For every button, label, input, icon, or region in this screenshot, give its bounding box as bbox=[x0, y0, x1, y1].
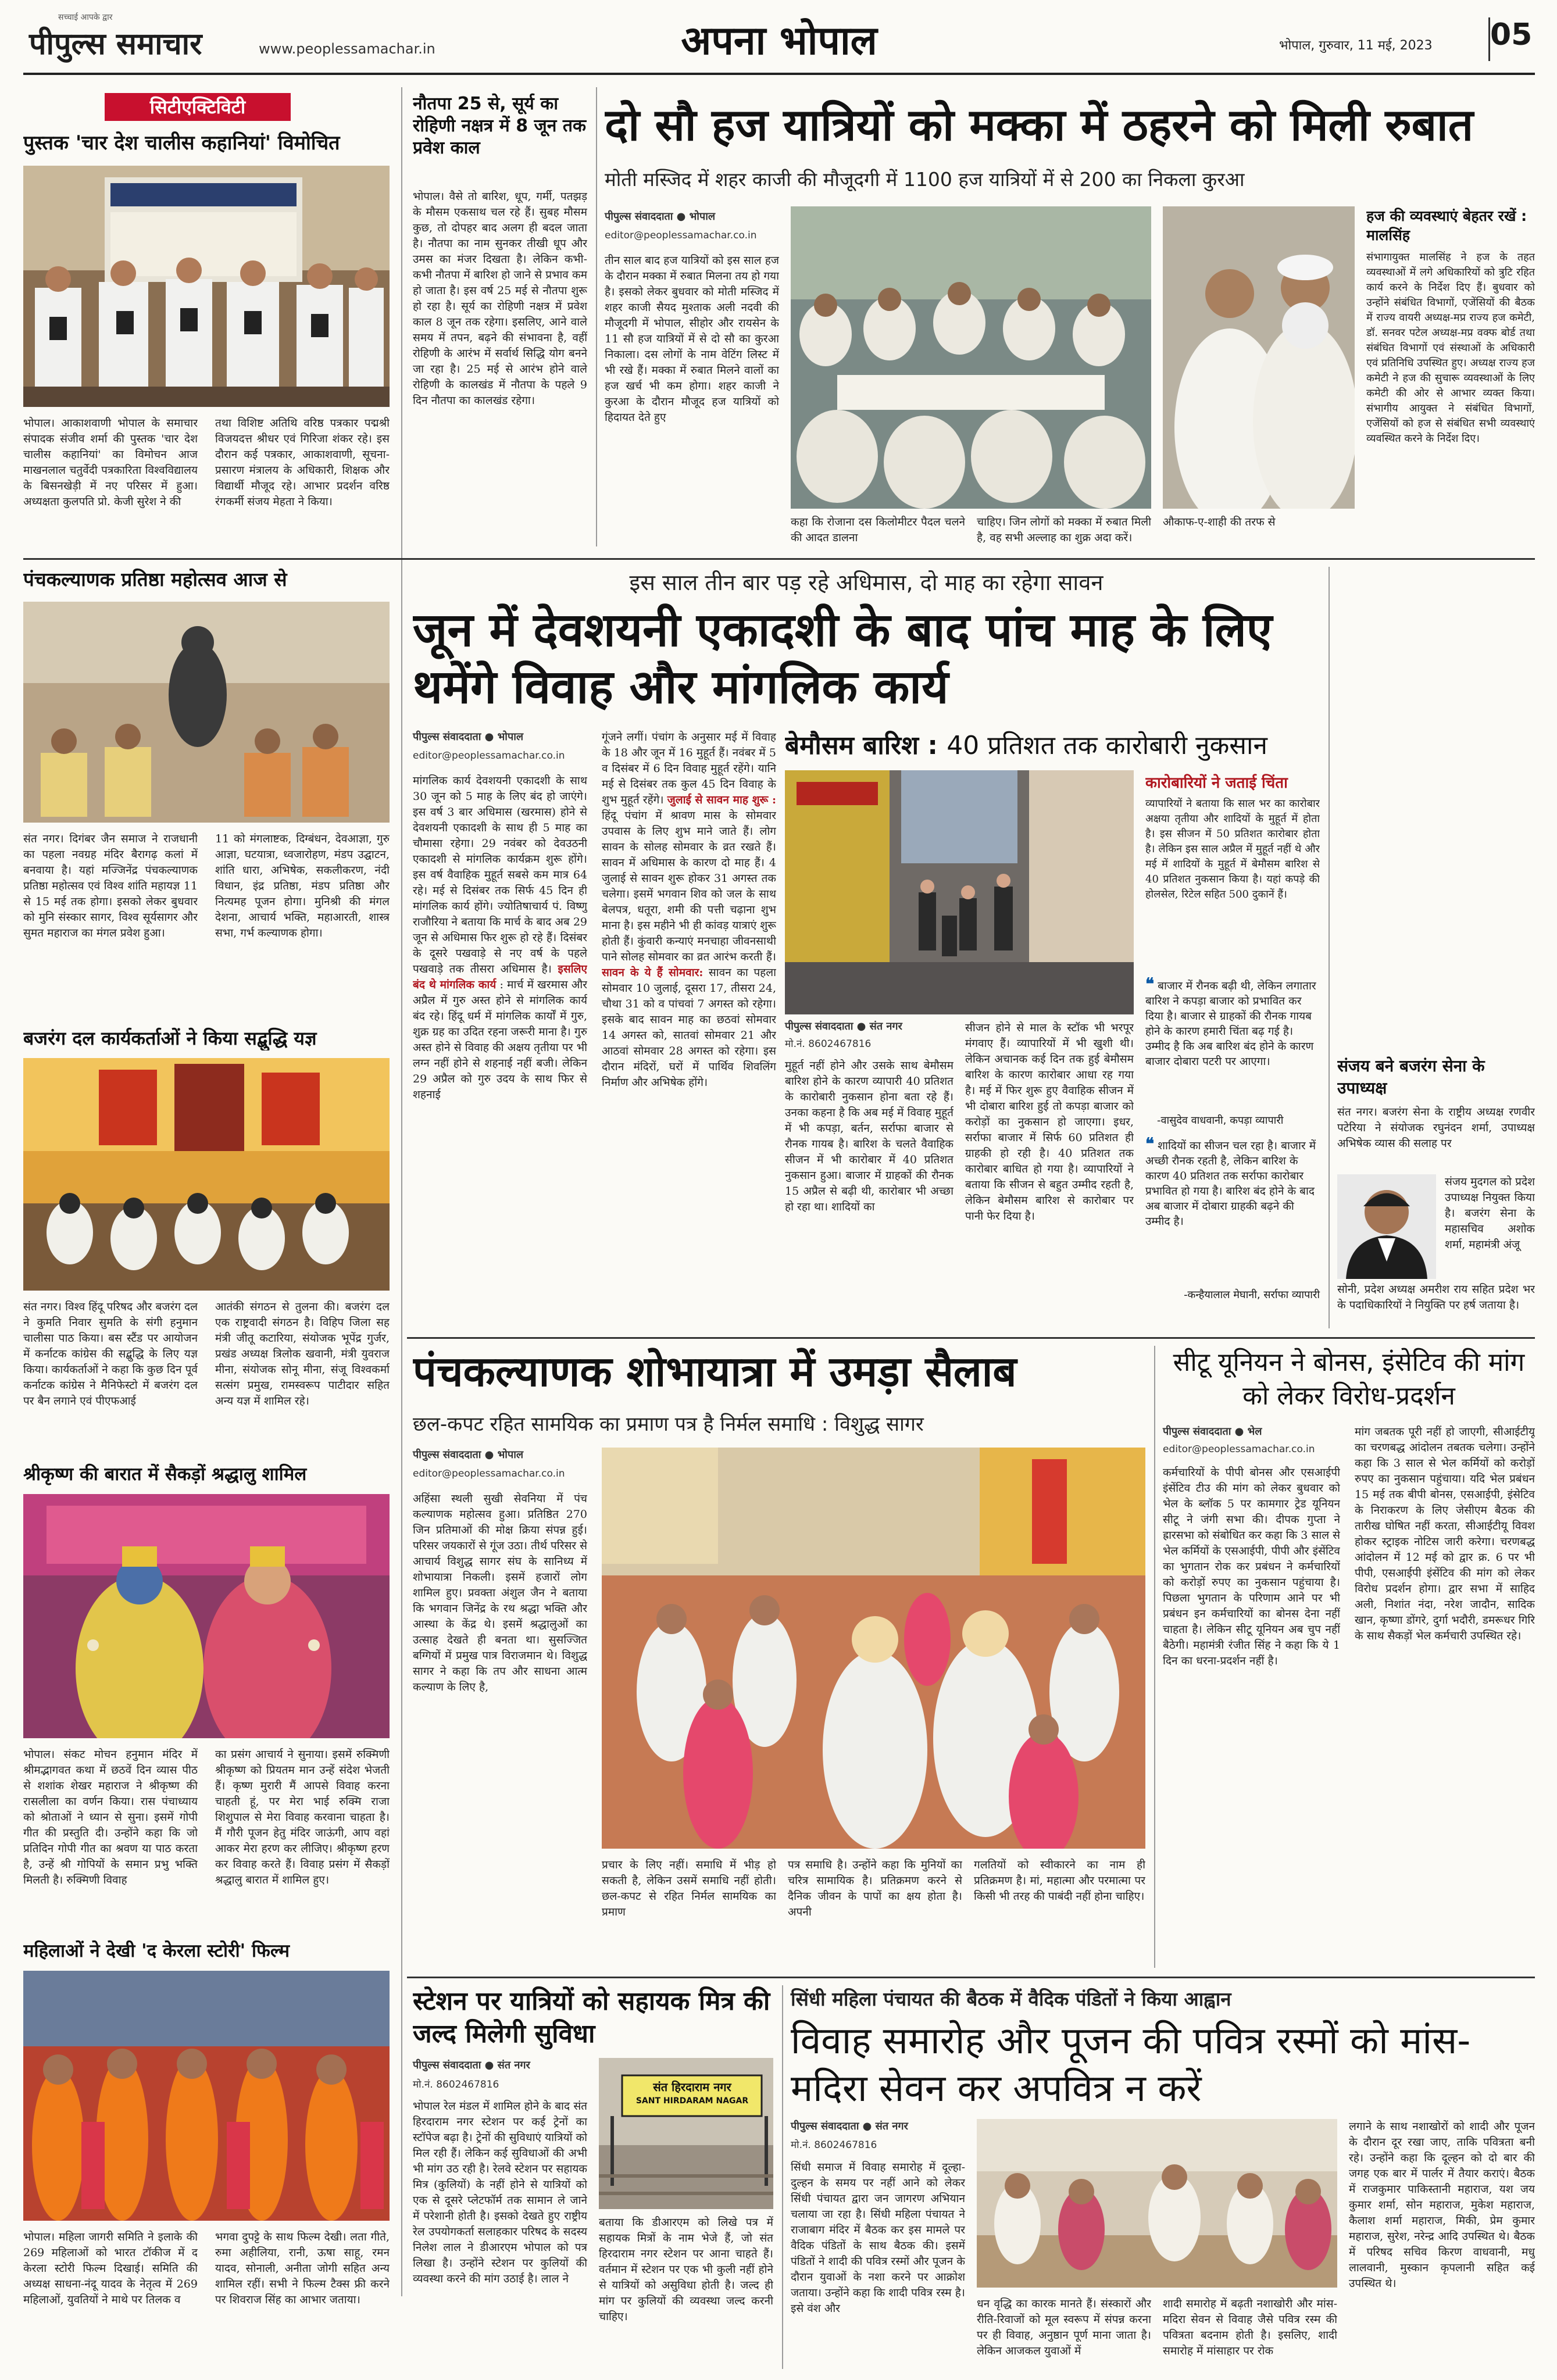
shobhayatra-col4: गलतियों को स्वीकारने का नाम ही प्रतिक्रमण है। मां, महात्मा और परमात्मा पर किसी भी तरह की पाबंदी नहीं होना चाहिए। bbox=[974, 1859, 1145, 1903]
station-headline: स्टेशन पर यात्रियों को सहायक मित्र की जल्द मिलेगी सुविधा bbox=[413, 1986, 770, 2049]
column-rule bbox=[1329, 567, 1330, 1328]
logo-text: पीपुल्स समाचार bbox=[29, 27, 202, 62]
shobhayatra-story bbox=[413, 1346, 1145, 1974]
haj-side-body: संभागायुक्त मालसिंह ने हज के तहत व्यवस्थाओं में लगे अधिकारियों को त्रुटि रहित कार्य करने के निर्देश दिए हैं। बुधवार को उन्होंने संबंधित विभागों, एजेंसियों की बैठक में राज्य वायरी अध्यक्ष-मप्र राज्य हज कमेटी, डॉ. सनवर पटेल अध्यक्ष-मप्र वक्फ बोर्ड तथा संबंधित विभागों एवं संस्थाओं के अधिकारी एवं प्रतिनिधि उपस्थित हुए। अध्यक्ष राज्य हज कमेटी ने हज की सुचारू व्यवस्थाओं के लिए कमेटी की ओर से आभार व्यक्त किया। संभागीय आयुक्त ने संबंधित विभागों, एजेंसियों को हज से संबंधित सभी व्यवस्थाएं व्यवस्थित करने के निर्देश दिए। bbox=[1366, 251, 1535, 445]
panchkalyanak-today-story bbox=[23, 567, 390, 1020]
adhimas-col1 bbox=[413, 773, 587, 1328]
quote-mark-icon: ❝ bbox=[1145, 1137, 1155, 1153]
station-photo bbox=[599, 2058, 773, 2209]
sindhi-kicker: सिंधी महिला पंचायत की बैठक में वैदिक पंडितों ने किया आह्वान bbox=[791, 1988, 1231, 2010]
sindhi-col1: सिंधी समाज में विवाह समारोह में दूल्हा-दुल्हन के समय पर नहीं आने को लेकर सिंधी पंचायत द्वारा जन जागरण अभियान चलाया जा रहा है। सिंधी महिला पंचायत ने राजाबाग मंदिर में बैठक कर इस मामले पर वैदिक पंडितों के साथ बैठक की। इसमें पंडितों ने शादी की पवित्र रस्मों और पूजन के दौरान युवाओं के नशा करने पर आक्रोश जताया। उन्होंने कहा कि शादी पवित्र रस्म है। इसे वंश और bbox=[791, 2161, 965, 2315]
bajrang-sena-story bbox=[1337, 1055, 1535, 1328]
logo-tagline: सच्चाई आपके द्वार bbox=[58, 13, 113, 22]
sanjay-portrait bbox=[1337, 1174, 1436, 1279]
panchkalyanak-today-headline: पंचकल्याणक प्रतिष्ठा महोत्सव आज से bbox=[23, 568, 287, 591]
haj-email[interactable]: editor@peoplessamachar.co.in bbox=[605, 230, 757, 241]
kerala-headline: महिलाओं ने देखी 'द केरला स्टोरी' फिल्म bbox=[23, 1941, 290, 1961]
kerala-story bbox=[23, 1939, 390, 2369]
shobhayatra-byline: पीपुल्स संवाददाता ● भोपाल bbox=[413, 1449, 524, 1461]
bajrang-sena-body-2: संजय मुदगल को प्रदेश उपाध्यक्ष नियुक्त किया है। बजरंग सेना के महासचिव अशोक शर्मा, महामंत्री अंजू bbox=[1445, 1175, 1535, 1251]
adhimas-col1-text: मांगलिक कार्य देवशयनी एकादशी के साथ 30 जून को 5 माह के लिए बंद हो जाएंगे। इस वर्ष 3 बार अधिमास (खरमास) होने से देवशयनी एकादशी के साथ ही 5 माह का चौमासा रहेगा। 29 नवंबर को देवउठनी एकादशी से मांगलिक कार्यक्रम शुरू होंगे। इस वर्ष वैवाहिक मुहूर्त सबसे कम मात्र 64 रहे। मई से दिसंबर तक सिर्फ 45 दिन ही मांगलिक कार्य होंगे। ज्योतिषाचार्य पं. विष्णु राजौरिया ने बताया कि मार्च के बाद अब 29 जून से अधिमास फिर शुरू हो रहे हैं। दिसंबर के दूसरे पखवाड़े से नए वर्ष के पहले पखवाड़े तक तीसरा अधिमास है। bbox=[413, 774, 587, 975]
column-rule bbox=[596, 87, 597, 546]
adhimas-byline: पीपुल्स संवाददाता ● भोपाल bbox=[413, 731, 524, 743]
citu-story bbox=[1163, 1346, 1535, 1968]
city-activity-body-left: भोपाल। आकाशवाणी भोपाल के समाचार संपादक संजीव शर्मा की पुस्तक 'चार देश चालीस कहानियां' का विमोचन आज माखनलाल चतुर्वेदी पत्रकारिता विश्वविद्यालय के बिसनखेड़ी में नए परिसर में हुआ। अध्यक्षता कुलपति प्रो. केजी सुरेश ने की bbox=[23, 417, 198, 508]
haj-story bbox=[605, 87, 1535, 552]
rain-business-quote-1-text: बाजार में रौनक बढ़ी थी, लेकिन लगातार बारिश ने कपड़ा बाजार को प्रभावित कर दिया है। बाजार से ग्राहकों की रौनक गायब होने के कारण हमारी चिंता बढ़ गई है। उम्मीद है कि अब बारिश बंद होने के कारण बाजार दोबारा पटरी पर आएगा। bbox=[1145, 980, 1316, 1068]
bajrang-sena-body-1: संत नगर। बजरंग सेना के राष्ट्रीय अध्यक्ष रणवीर पटेरिया ने संयोजक रघुनंदन शर्मा, उपाध्यक्ष अभिषेक व्यास की सलाह पर bbox=[1337, 1106, 1535, 1150]
sindhi-headline: विवाह समारोह और पूजन की पवित्र रस्मों को मांस-मदिरा सेवन कर अपवित्र न करें bbox=[791, 2020, 1471, 2110]
haj-side-headline: हज की व्यवस्थाएं बेहतर रखें : मालसिंह bbox=[1366, 208, 1527, 244]
adhimas-col2c-text: सावन का पहला सोमवार 10 जुलाई, दूसरा 17, तीसरा 24, चौथा 31 को व पांचवां 7 अगस्त को रहेगा। इसके बाद सावन माह का छठवां सोमवार 14 अगस्त को, सातवां सोमवार 21 और आठवां सोमवार 28 अगस्त को रहेगा। इस दौरान मंदिरों, घरों में पार्थिव शिवलिंग निर्माण और अभिषेक होंगे। bbox=[602, 966, 776, 1089]
section-title: अपना भोपाल bbox=[681, 18, 877, 64]
rain-business-quote-1 bbox=[1145, 977, 1320, 1110]
page-number: 05 bbox=[1488, 17, 1529, 61]
rain-business-byline: पीपुल्स संवाददाता ● संत नगर bbox=[785, 1020, 902, 1032]
station-body-2: बताया कि डीआरएम को लिखे पत्र में सहायक मित्रों के नाम भेजे हैं, जो संत हिरदाराम नगर स्टेशन पर आना चाहते हैं। वर्तमान में स्टेशन पर एक भी कुली नहीं होने से यात्रियों को असुविधा होती है। जल्द ही मांग पर कुलियों की व्यवस्था जल्द करनी चाहिए। bbox=[599, 2216, 773, 2323]
nautapa-headline: नौतपा 25 से, सूर्य का रोहिणी नक्षत्र में 8 जून तक प्रवेश काल bbox=[413, 94, 587, 158]
adhimas-col2 bbox=[602, 730, 776, 1328]
bajrang-yagya-body-left: संत नगर। विश्व हिंदू परिषद और बजरंग दल ने कुमति निवार सुमति के संगी हनुमान चालीसा पाठ किया। बस स्टैंड पर आयोजन में कर्नाटक कांग्रेस की सद्बुद्धि के लिए यज्ञ किया। कार्यकर्ताओं ने कहा कि कुछ दिन पूर्व कर्नाटक कांग्रेस ने मैनिफेस्टो में बजरंग दल पर बैन लगाने एवं पीएफआई bbox=[23, 1300, 198, 1407]
kerala-photo bbox=[23, 1971, 390, 2221]
station-mobile[interactable]: मो.नं. 8602467816 bbox=[413, 2079, 499, 2090]
station-sign-text: संत हिरदाराम नगर bbox=[653, 2080, 731, 2094]
newspaper-logo[interactable] bbox=[29, 12, 250, 64]
rain-business-body-2: सीजन होने से माल के स्टॉक भी भरपूर मंगवाए हैं। व्यापारियों में भी खुशी थी। लेकिन अचानक कई दिन तक हुई बेमौसम बारिश के कारण कारोबार आधा रह गया है। मई में फिर शुरू हुए वैवाहिक सीजन में भी दोबारा बारिश हुई तो कपड़ा बाजार को करोड़ों का नुकसान हो जाएगा। इधर, सर्राफा बाजार में सिर्फ 60 प्रतिशत ही ग्राहकी हो रही है। 40 प्रतिशत तक कारोबार बाधित हो गया है। व्यापारियों ने बताया कि सीजन से बहुत उम्मीद रहती है, लेकिन बेमौसम बारिश से कारोबार पर पानी फेर दिया है। bbox=[965, 1021, 1134, 1223]
krishna-story bbox=[23, 1462, 390, 1933]
kerala-body-left: भोपाल। महिला जागरी समिति ने इलाके की 269 महिलाओं को भारत टॉकीज में द केरला स्टोरी फिल्म दिखाई। समिति की अध्यक्ष साधना-नंदू यादव के नेतृत्व में 269 महिलाओं, युवतियों ने माथे पर तिलक व bbox=[23, 2231, 198, 2306]
station-byline: पीपुल्स संवाददाता ● संत नगर bbox=[413, 2059, 530, 2071]
citu-byline: पीपुल्स संवाददाता ● भेल bbox=[1163, 1425, 1262, 1438]
haj-body-2: कहा कि रोजाना दस किलोमीटर पैदल चलने की आदत डालना bbox=[791, 516, 965, 544]
krishna-body-right: का प्रसंग आचार्य ने सुनाया। इसमें रुक्मिणी श्रीकृष्ण को प्रियतम मान उन्हें संदेश भेजती हैं। कृष्ण मुरारी मैं आपसे विवाह करना चाहती हूं, पर मेरा भाई रुक्मि राजा शिशुपाल से मेरा विवाह करवाना चाहता है। मैं गौरी पूजन हेतु मंदिर जाऊंगी, आप वहां आकर मेरा हरण कर लीजिए। श्रीकृष्ण हरण कर विवाह करते हैं। विवाह प्रसंग में सैकड़ों श्रद्धालु बारात में शामिल हुए। bbox=[215, 1748, 390, 1886]
rain-business-story bbox=[785, 730, 1320, 1328]
column-rule bbox=[1154, 1346, 1155, 1968]
adhimas-col2b-text: हिंदू पंचांग में श्रावण मास के सोमवार उपवास के लिए शुभ माने जाते हैं। लोग सावन के सोलह सोमवार के व्रत रखते हैं। सावन में अधिमास के कारण दो माह हैं। 4 जुलाई से सावन शुरू होकर 31 अगस्त तक चलेगा। इसमें भगवान शिव को जल के साथ बेलपत्र, धतूरा, शमी की पत्ती चढ़ाना शुभ माना है। इस महीने भी ही कांवड़ यात्राएं शुरू होती हैं। कुंवारी कन्याएं मनचाहा जीवनसाथी पाने सोलह सोमवार का व्रत आरंभ करती हैं। bbox=[602, 809, 776, 963]
adhimas-col2-text: गूंजने लगीं। पंचांग के अनुसार मई में विवाह के 18 और जून में 16 मुहूर्त हैं। नवंबर में 5 व दिसंबर में 6 दिन विवाह मुहूर्त रहेंगे। यानि मई से दिसंबर तक कुल 45 दिन विवाह के शुभ मुहूर्त रहेंगे। bbox=[602, 731, 776, 806]
column-rule bbox=[782, 1985, 783, 2369]
shobhayatra-col3: पत्र समाधि है। उन्होंने कहा कि मुनियों का चरित्र सामायिक है। प्रतिक्रमण करने से दैनिक जीवन के पापों का क्षय होता है। अपनी bbox=[788, 1859, 962, 1918]
haj-body-1: तीन साल बाद हज यात्रियों को इस साल हज के दौरान मक्का में रुबात मिलना तय हो गया है। इसको लेकर बुधवार को मोती मस्जिद में शहर काजी सैयद मुश्ताक अली नदवी की मौजूदगी में भोपाल, सीहोर और रायसेन के 11 सौ हज यात्रियों में से दो सौ का कुरआ निकाला। दस लोगों के नाम वेटिंग लिस्ट में भी रखे हैं। मक्का में रुबात मिलने वालों का हज खर्च भी कम होगा। शहर काजी ने कुरआ के दौरान मौजूद हज यात्रियों को हिदायत देते हुए bbox=[605, 254, 779, 424]
sapre-body bbox=[1337, 619, 1535, 1044]
adhimas-email[interactable]: editor@peoplessamachar.co.in bbox=[413, 750, 565, 762]
panchkalyanak-today-body-right: 11 को मंगलाष्टक, दिग्बंधन, देवआज्ञा, गुरु आज्ञा, घटयात्रा, ध्वजारोहण, मंडप उद्घाटन, शांति धारा, अभिषेक, सकलीकरण, नंदी विधान, इंद्र प्रतिष्ठा, मंडप प्रतिष्ठा और नित्यमह पूजन होगा। मुनिश्री की मंगल देशना, आचार्य भक्ति, महाआरती, शास्त्र सभा, गर्भ कल्याणक होगा। bbox=[215, 832, 390, 939]
quote-mark-icon: ❝ bbox=[1145, 977, 1155, 994]
bajrang-sena-body-3: सोनी, प्रदेश अध्यक्ष अमरीश राय सहित प्रदेश भर के पदाधिकारियों ने नियुक्ति पर हर्ष जताया है। bbox=[1337, 1283, 1535, 1311]
rain-business-quote-2-text: शादियों का सीजन चल रहा है। बाजार में अच्छी रौनक रहती है, लेकिन बारिश के कारण 40 प्रतिशत तक सर्राफा कारोबार प्रभावित हो गया है। बारिश बंद होने के बाद अब बाजार में दोबारा ग्राहकी बढ़ने की उम्मीद है। bbox=[1145, 1139, 1316, 1228]
section-rule bbox=[407, 1337, 1535, 1339]
sindhi-mobile[interactable]: मो.नं. 8602467816 bbox=[791, 2139, 877, 2151]
nautapa-body: भोपाल। वैसे तो बारिश, धूप, गर्मी, पतझड़ के मौसम एकसाथ चल रहे हैं। सुबह मौसम कुछ, तो दोपहर बाद अलग ही बदल जाता है। नौतपा का नाम सुनकर तीखी धूप और उमस का मंजर दिखता है। लेकिन कभी-कभी नौतपा में बारिश हो जाने से प्रभाव कम हो जाता है। इस वर्ष 25 मई से नौतपा शुरू हो रहा है। सूर्य का रोहिणी नक्षत्र में प्रवेश काल 8 जून तक रहेगा। इसलिए, आने वाले समय में तपन, बढ़ने की संभावना है, वहीं रोहिणी के आरंभ में सर्वार्थ सिद्धि योग बनने जा रहा है। 25 मई से आरंभ होने वाले रोहिणी के कालखंड में नौतपा के पहले 9 दिन नौतपा का कालखंड रहेगा। bbox=[413, 190, 587, 407]
rain-business-quote-2-by: -कन्हैयालाल मेघानी, सर्राफा व्यापारी bbox=[1184, 1289, 1320, 1301]
shobhayatra-col2: प्रचार के लिए नहीं। समाधि में भीड़ हो सकती है, लेकिन उसमें समाधि नहीं होती। छल-कपट से रहित निर्मल सामयिक का प्रमाण bbox=[602, 1859, 776, 1918]
citu-headline: सीटू यूनियन ने बोनस, इंसेटिव की मांग को लेकर विरोध-प्रदर्शन bbox=[1173, 1348, 1525, 1411]
citu-email[interactable]: editor@peoplessamachar.co.in bbox=[1163, 1443, 1315, 1455]
sindhi-story bbox=[791, 1985, 1535, 2369]
rain-business-side-body: व्यापारियों ने बताया कि साल भर का कारोबार अक्षया तृतीया और शादियों के मुहूर्त में होता है। इस सीजन में 50 प्रतिशत कारोबार होता है। लेकिन इस साल अप्रैल में मुहूर्त नहीं थे और मई में शादियों के मुहूर्त में बेमौसम बारिश से 40 प्रतिशत नुकसान किया है। यहां कपड़े की होलसेल, रिटेल सहित 500 दुकानें हैं। bbox=[1145, 798, 1320, 900]
city-activity-story bbox=[23, 87, 390, 564]
rain-business-quote-2 bbox=[1145, 1137, 1320, 1282]
adhimas-headline: जून में देवशयनी एकादशी के बाद पांच माह के लिए थमेंगे विवाह और मांगलिक कार्य bbox=[413, 603, 1273, 714]
rain-business-headline-b: 40 प्रतिशत तक कारोबारी नुकसान bbox=[947, 731, 1267, 760]
rain-business-body-1: मुहूर्त नहीं होने और उसके साथ बेमौसम बारिश होने के कारण व्यापारी 40 प्रतिशत के कारोबारी नुकसान होना बता रहे हैं। उनका कहना है कि अब मई में विवाह मुहूर्त में भी कपड़ा, बर्तन, सर्राफा बाजार से रौनक गायब है। बारिश के चलते वैवाहिक सीजन में भी कारोबार में 40 प्रतिशत नुकसान हुआ। बाजार में ग्राहकों की रौनक 15 अप्रैल से बढ़ी थी, कारोबार भी अच्छा हो रहा था। शादियों का bbox=[785, 1059, 954, 1213]
citu-col2: मांग जबतक पूरी नहीं हो जाएगी, सीआईटीयू का चरणबद्ध आंदोलन तबतक चलेगा। उन्होंने कहा कि 3 साल से भेल कर्मियों को करोड़ों रुपए का नुकसान पहुंचाया। यदि भेल प्रबंधन 15 मई तक बीपी बोनस, एसआईपी, इंसेटिव के निराकरण के लिए जेसीएम बैठक की तारीख घोषित नहीं करता, सीआईटीयू विवश होकर स्ट्राइक नोटिस जारी करेगा। चरणबद्ध आंदोलन में 12 मई को द्वार क्र. 6 पर भी पीपी, एसआईपी इंसेंटिव की मांग को लेकर विरोध प्रदर्शन होगा। द्वार सभा में साहिद अली, निशांत नंदा, नरेश जादौन, सादिक खान, कृष्णा डोंगरे, दुर्गा भदौरी, डमरूधर गिरि के साथ सैकड़ों भेल कर्मचारी उपस्थित रहे। bbox=[1355, 1425, 1535, 1642]
nautapa-story bbox=[413, 87, 587, 552]
shobhayatra-headline: पंचकल्याणक शोभायात्रा में उमड़ा सैलाब bbox=[413, 1347, 1017, 1396]
sindhi-byline: पीपुल्स संवाददाता ● संत नगर bbox=[791, 2120, 908, 2132]
section-rule bbox=[23, 558, 1535, 560]
krishna-body-left: भोपाल। संकट मोचन हनुमान मंदिर में श्रीमद्भागवत कथा में छठवें दिन व्यास पीठ से शशांक शेखर महाराज ने श्रीकृष्ण की रासलीला का वर्णन किया। रास पंचाध्याय को श्रोताओं ने ध्यान से सुना। इसमें गोपी गीत की प्रस्तुति दी। उन्होंने कहा कि जो प्रतिदिन गोपी गीत का श्रवण या पाठ करता है, उन्हें श्री गोपियों के समान प्रभु भक्ति मिलती है। रुक्मिणी विवाह bbox=[23, 1748, 198, 1886]
yagya-photo bbox=[23, 1058, 390, 1291]
adhimas-col1b-text: : मार्च में खरमास और अप्रैल में गुरु अस्त होने से मांगलिक कार्य बंद रहे। हिंदू धर्म में मांगलिक कार्यों में गुरु, शुक्र ग्रह का उदित रहना जरूरी माना है। गुरु अस्त होने से विवाह की अक्षय तृतीया पर भी लग्न नहीं होने से शहनाई नहीं बजी। लेकिन 29 अप्रैल को गुरु उदय के साथ फिर से शहनाई bbox=[413, 978, 587, 1101]
haj-body-4: औकाफ-ए-शाही की तरफ से bbox=[1163, 516, 1276, 528]
procession-photo bbox=[602, 1448, 1145, 1849]
rain-business-headline-a: बेमौसम बारिश : bbox=[785, 731, 938, 760]
shobhayatra-email[interactable]: editor@peoplessamachar.co.in bbox=[413, 1468, 565, 1480]
adhimas-col2-subhead: जुलाई से सावन माह शुरू : bbox=[667, 794, 776, 806]
sindhi-col4: लगाने के साथ नशाखोरों को शादी और पूजन के दौरान दूर रखा जाए, ताकि पवित्रता बनी रहे। उन्होंने कहा कि दूल्हन को दो बार की जगह एक बार में पार्लर में तैयार कराएं। बैठक में राजकुमार पाकिस्तानी महाराज, यश जय कुमार शर्मा, सोन महाराज, मुकेश महाराज, कैलाश शर्मा महाराज, मिकी, प्रेम कुमार महाराज, सुरेश, नरेन्द्र आदि उपस्थित थे। बैठक में परिषद सचिव किरण वाधवानी, मधु लालवानी, मुस्कान कृपलानी सहित कई उपस्थित थे। bbox=[1349, 2120, 1535, 2290]
adhimas-col2-subhead2: सावन के ये हैं सोमवार: bbox=[602, 966, 703, 979]
krishna-headline: श्रीकृष्ण की बारात में सैकड़ों श्रद्धालु शामिल bbox=[23, 1464, 307, 1485]
temple-statue-photo bbox=[23, 602, 390, 823]
sindhi-meeting-photo bbox=[977, 2119, 1337, 2288]
haj-draw-photo bbox=[791, 206, 1151, 509]
haj-subhead: मोती मस्जिद में शहर काजी की मौजूदगी में 1100 हज यात्रियों में से 200 का निकला कुरआ bbox=[605, 168, 1245, 191]
kerala-body-right: भगवा दुपट्टे के साथ फिल्म देखी। लता गीते, रुमा अहीलिया, रानी, ऊषा साहू, रमन यादव, सोनाली, अनीता जोगी सहित अन्य शामिल रहीं। सभी ने फिल्म टैक्स फ्री करने पर शिवराज सिंह का आभार जताया। bbox=[215, 2231, 390, 2306]
panchkalyanak-today-body-left: संत नगर। दिगंबर जैन समाज ने राजधानी का पहला नवग्रह मंदिर बैरागढ़ कलां में बनवाया है। यहां मज्जिनेंद्र पंचकल्याणक प्रतिष्ठा महोत्सव एवं विश्व शांति महायज्ञ 11 से 15 मई तक होगा। इसको लेकर बुधवार को मुनि संस्कार सागर, विश्व सूर्यसागर और सुमत महाराज का मंगल प्रवेश हुआ। bbox=[23, 832, 198, 939]
station-sign-text-en: SANT HIRDARAM NAGAR bbox=[635, 2096, 749, 2106]
haj-byline: पीपुल्स संवाददाता ● भोपाल bbox=[605, 210, 716, 223]
rain-business-side-headline: कारोबारियों ने जताई चिंता bbox=[1145, 774, 1288, 792]
masthead-rule bbox=[23, 73, 1535, 75]
rain-business-mobile[interactable]: मो.नं. 8602467816 bbox=[785, 1038, 872, 1050]
dateline: भोपाल, गुरुवार, 11 मई, 2023 bbox=[1279, 38, 1433, 53]
haj-headline: दो सौ हज यात्रियों को मक्का में ठहरने को मिली रुबात bbox=[605, 99, 1474, 151]
haj-body-3: चाहिए। जिन लोगों को मक्का में रुबात मिली है, वह सभी अल्लाह का शुक्र अदा करें। bbox=[977, 516, 1151, 544]
rain-business-headline bbox=[785, 730, 1320, 762]
market-photo bbox=[785, 770, 1134, 1014]
sindhi-col3: शादी समारोह में बढ़ती नशाखोरी और मांस-मदिरा सेवन से विवाह जैसे पवित्र रस्म की पवित्रता बदनाम होती है। इसलिए, शादी समारोह में मांसाहार पर रोक bbox=[1163, 2297, 1337, 2357]
city-activity-label: सिटीएक्टिविटी bbox=[105, 93, 291, 121]
shobhayatra-subhead: छल-कपट रहित सामयिक का प्रमाण पत्र है निर्मल समाधि : विशुद्ध सागर bbox=[413, 1413, 924, 1436]
krishna-photo bbox=[23, 1494, 390, 1738]
station-body-1: भोपाल रेल मंडल में शामिल होने के बाद संत हिरदाराम नगर स्टेशन पर कई ट्रेनों का स्टॉपेज बढ़ा है। ट्रेनों की सुविधाएं यात्रियों को मिल रही हैं। लेकिन कई सुविधाओं की अभी भी मांग उठ रही है। रेलवे स्टेशन पर सहायक मित्र (कुलियों) के नहीं होने से यात्रियों को एक से दूसरे प्लेटफॉर्म तक सामान ले जाने में परेशानी होती है। इसको देखते हुए राष्ट्रीय रेल उपयोगकर्ता सलाहकार परिषद के सदस्य निलेश लाल ने डीआरएम भोपाल को पत्र लिखा है। उन्होंने स्टेशन पर कुलियों की व्यवस्था करने की मांग उठाई है। लाल ने bbox=[413, 2100, 587, 2285]
adhimas-col1-subhead: इसलिए बंद थे मांगलिक कार्य bbox=[413, 963, 587, 991]
section-rule bbox=[407, 1977, 1535, 1978]
station-story bbox=[413, 1985, 773, 2369]
bajrang-yagya-headline: बजरंग दल कार्यकर्ताओं ने किया सद्बुद्धि यज्ञ bbox=[23, 1027, 317, 1049]
city-activity-headline: पुस्तक 'चार देश चालीस कहानियां' विमोचित bbox=[23, 131, 340, 155]
column-rule bbox=[401, 87, 402, 2296]
adhimas-kicker: इस साल तीन बार पड़ रहे अधिमास, दो माह का रहेगा सावन bbox=[629, 570, 1104, 595]
city-activity-body-right: तथा विशिष्ट अतिथि वरिष्ठ पत्रकार पद्मश्री विजयदत्त श्रीधर एवं गिरिजा शंकर रहे। इस दौरान कई पत्रकार, आकाशवाणी, सूचना-प्रसारण मंत्रालय के अधिकारी, शिक्षक और विद्यार्थी मौजूद रहे। आभार प्रदर्शन वरिष्ठ रंगकर्मी संजय मेहता ने किया। bbox=[215, 417, 390, 508]
bajrang-sena-headline: संजय बने बजरंग सेना के उपाध्यक्ष bbox=[1337, 1056, 1485, 1098]
sapre-story bbox=[1337, 567, 1535, 1049]
citu-col1: कर्मचारियों के पीपी बोनस और एसआईपी इंसेंटिव टीउ की मांग को लेकर बुधवार को भेल के ब्लॉक 5 पर कामगार ट्रेड यूनियन सीटू ने जंगी सभा की। दीपक गुप्ता ने ह्रारसभा को संबोधित कर कहा कि 3 साल से भेल कर्मियों के एसआईपी, पीपी और इंसेंटिव का भुगतान रोक कर प्रबंधन ने कर्मचारियों को करोड़ों रुपए का नुकसान पहुंचाया है। पिछला भुगतान के परिणाम आने पर भी प्रबंधन इन कर्मचारियों का बोनस देना नहीं चाहता है। लेकिन सीटू यूनियन अब चुप नहीं बैठेगी। महामंत्री रंजीत सिंह ने कहा कि ये 1 दिन का धरना-प्रदर्शन नहीं है। bbox=[1163, 1466, 1340, 1667]
bajrang-yagya-body-right: आतंकी संगठन से तुलना की। बजरंग दल एक राष्ट्रवादी संगठन है। विहिप जिला सह मंत्री जीतू कटारिया, संयोजक भूपेंद्र गुर्जर, प्रखंड अध्यक्ष त्रिलोक खवानी, मंत्री युवराज मीना, संयोजक सोनू मीना, संजू विश्वकर्मा सत्संग प्रमुख, रामस्वरूप पाटीदार सहित अन्य यज्ञ में शामिल रहे। bbox=[215, 1300, 390, 1407]
sindhi-col2: धन वृद्धि का कारक मानते हैं। संस्कारों और रीति-रिवाजों को मूल स्वरूप में संपन्न करना पर ही विवाह, अनुष्ठान पूर्ण माना जाता है। लेकिन आजकल युवाओं में bbox=[977, 2297, 1151, 2357]
haj-qazi-photo bbox=[1163, 206, 1355, 509]
book-launch-photo bbox=[23, 166, 390, 407]
bajrang-yagya-story bbox=[23, 1026, 390, 1456]
rain-business-quote-1-by: -वासुदेव वाधवानी, कपड़ा व्यापारी bbox=[1157, 1114, 1284, 1127]
shobhayatra-col1: अहिंसा स्थली सुखी सेवनिया में पंच कल्याणक महोत्सव हुआ। प्रतिष्ठित 270 जिन प्रतिमाओं की मोक्ष क्रिया संपन्न हुई। परिसर जयकारों से गूंज उठा। तीर्थ परिसर से आचार्य विशुद्ध सागर संघ के सानिध्य में शोभायात्रा निकली। इसमें हजारों लोग शामिल हुए। प्रवक्ता अंशुल जैन ने बताया कि भगवान जिनेंद्र के रथ श्रद्धा भक्ति और आस्था के केंद्र थे। इसमें श्रद्धालुओं का उत्साह देखते ही बनता था। सुसज्जित बग्गियों में प्रमुख पात्र विराजमान थे। विशुद्ध सागर ने कहा कि तप और साधना आत्म कल्याण के लिए है, bbox=[413, 1492, 587, 1693]
website-url[interactable]: www.peoplessamachar.in bbox=[259, 41, 435, 57]
masthead bbox=[0, 0, 1557, 76]
